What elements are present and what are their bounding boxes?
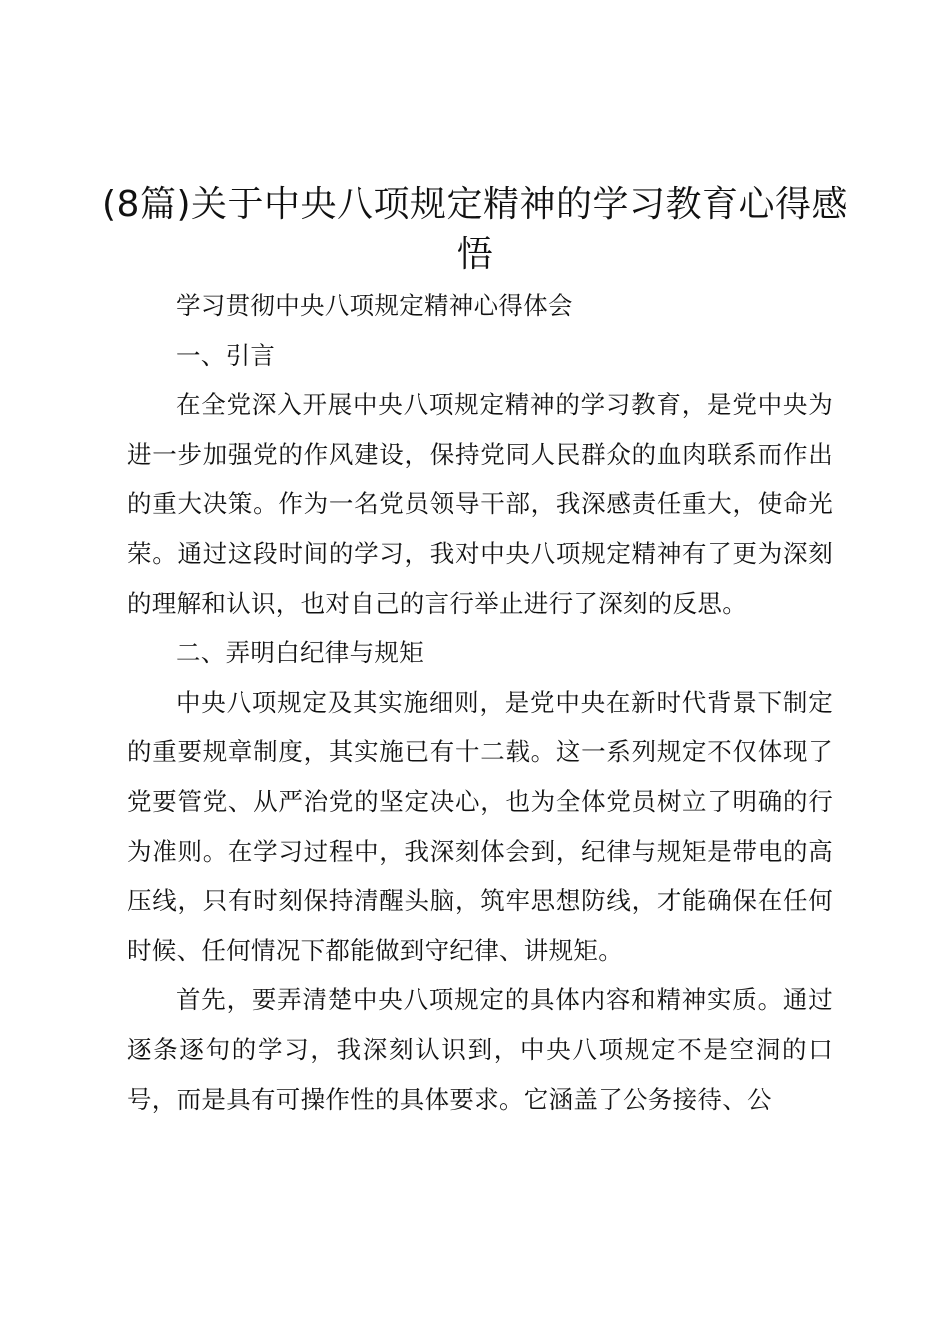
body-paragraph: 在全党深入开展中央八项规定精神的学习教育，是党中央为进一步加强党的作风建设，保持党同人民群众的血肉联系而作出的重大决策。作为一名党员领导干部，我深感责任重大，使命光荣。通过这段时间的学习，我对中央八项规定精神有了更为深刻的理解和认识，也对自己的言行举止进行了深刻的反思。: [127, 390, 833, 618]
document-body: [127, 281, 833, 1124]
subtitle-paragraph: 学习贯彻中央八项规定精神心得体会: [176, 291, 573, 320]
body-paragraph: 首先，要弄清楚中央八项规定的具体内容和精神实质。通过逐条逐句的学习，我深刻认识到，中央八项规定不是空洞的口号，而是具有可操作性的具体要求。它涵盖了公务接待、公: [127, 985, 833, 1114]
section-heading-introduction: 一、引言: [176, 340, 276, 370]
document-title: (8篇)关于中央八项规定精神的学习教育心得感悟: [102, 184, 848, 275]
body-paragraph: 中央八项规定及其实施细则，是党中央在新时代背景下制定的重要规章制度，其实施已有十二载。这一系列规定不仅体现了党要管党、从严治党的坚定决心，也为全体党员树立了明确的行为准则。在学习过程中，我深刻体会到，纪律与规矩是带电的高压线，只有时刻保持清醒头脑，筑牢思想防线，才能确保在任何时候、任何情况下都能做到守纪律、讲规矩。: [127, 687, 833, 965]
section-heading-discipline: 二、弄明白纪律与规矩: [176, 638, 424, 668]
